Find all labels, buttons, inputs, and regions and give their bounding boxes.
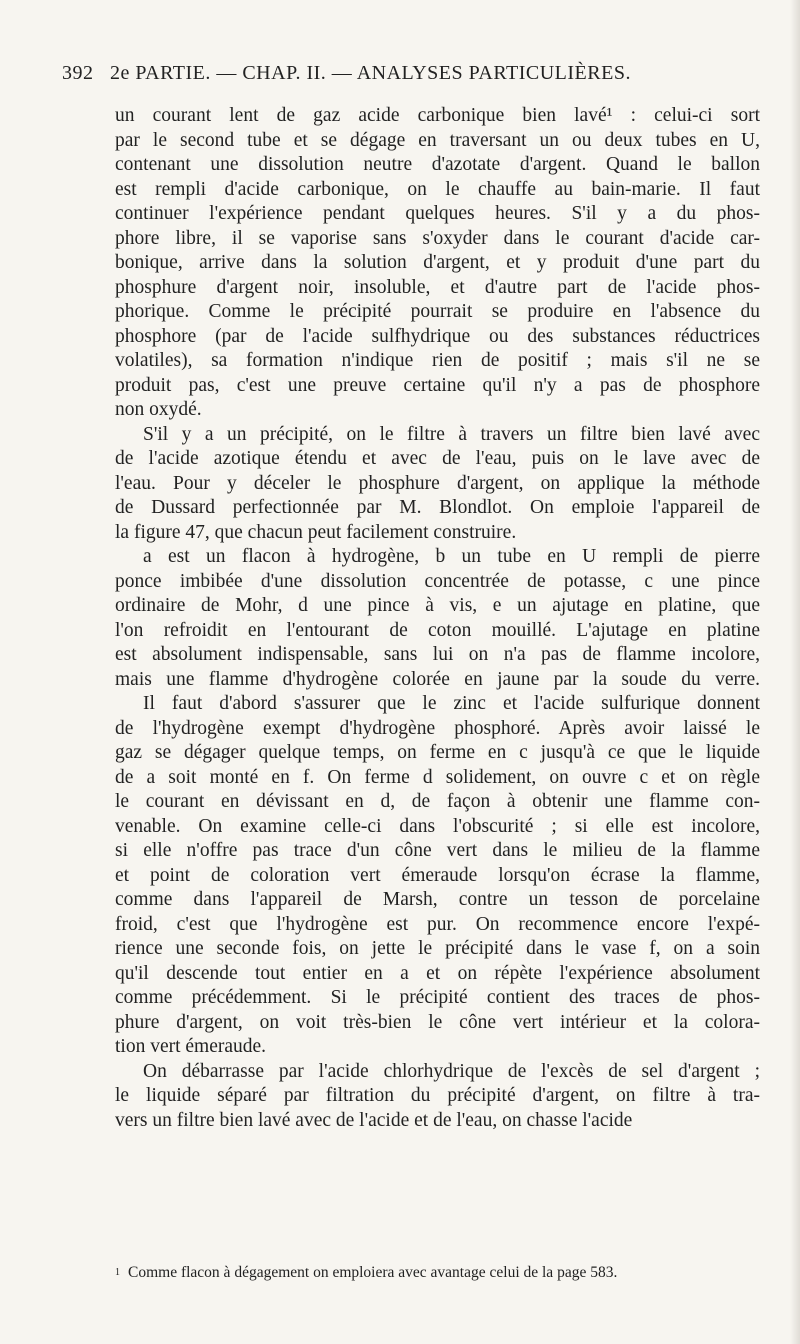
text-line: l'eau. Pour y déceler le phosphure d'argent, on applique la méthode <box>115 472 760 494</box>
text-line: gaz se dégager quelque temps, on ferme en c jusqu'à ce que le liquide <box>115 742 760 763</box>
text-line: le liquide séparé par filtration du précipité d'argent, on filtre à tra- <box>115 1085 760 1106</box>
text-line: bonique, arrive dans la solution d'argent, et y produit d'une part du <box>115 252 760 273</box>
text-line: un courant lent de gaz acide carbonique bien lavé¹ : celui-ci sort <box>115 105 760 126</box>
text-line: rience une seconde fois, on jette le précipité dans le vase f, on a soin <box>115 938 760 959</box>
text-line: contenant une dissolution neutre d'azotate d'argent. Quand le ballon <box>115 154 760 175</box>
text-line: phure d'argent, on voit très-bien le cône vert intérieur et la colora- <box>115 1011 760 1033</box>
text-line: phosphure d'argent noir, insoluble, et d'autre part de l'acide phos- <box>115 276 760 298</box>
text-line: est rempli d'acide carbonique, on le chauffe au bain-marie. Il faut <box>115 178 760 200</box>
text-line: a est un flacon à hydrogène, b un tube en U rempli de pierre <box>143 546 760 567</box>
text-line: phore libre, il se vaporise sans s'oxyder dans le courant d'acide car- <box>115 227 760 249</box>
text-line: mais une flamme d'hydrogène colorée en jaune par la soude du verre. <box>115 668 760 690</box>
running-head <box>62 62 752 92</box>
chapter-heading: 2e PARTIE. — CHAP. II. — ANALYSES PARTICULIÈRES. <box>110 62 631 84</box>
text-line: produit pas, c'est une preuve certaine qu'il n'y a pas de phosphore <box>115 374 760 396</box>
text-line: froid, c'est que l'hydrogène est pur. On recommence encore l'expé- <box>115 913 760 935</box>
body-text <box>115 104 760 1133</box>
text-line: le courant en dévissant en d, de façon à obtenir une flamme con- <box>115 791 760 812</box>
text-line: par le second tube et se dégage en traversant un ou deux tubes en U, <box>115 129 760 151</box>
text-line: S'il y a un précipité, on le filtre à travers un filtre bien lavé avec <box>143 423 760 445</box>
text-line: est absolument indispensable, sans lui on n'a pas de flamme incolore, <box>115 644 760 665</box>
text-line: Il faut d'abord s'assurer que le zinc et l'acide sulfurique donnent <box>143 693 760 714</box>
text-line: comme dans l'appareil de Marsh, contre un tesson de porcelaine <box>115 889 760 910</box>
page-edge-shadow <box>790 0 800 1344</box>
text-line: continuer l'expérience pendant quelques heures. S'il y a du phos- <box>115 203 760 224</box>
text-line: On débarrasse par l'acide chlorhydrique de l'excès de sel d'argent ; <box>143 1060 760 1082</box>
text-line: comme précédemment. Si le précipité contient des traces de phos- <box>115 987 760 1008</box>
text-line: l'on refroidit en l'entourant de coton mouillé. L'ajutage en platine <box>115 619 760 641</box>
text-line: et point de coloration vert émeraude lorsqu'on écrase la flamme, <box>115 864 760 886</box>
footnote-text: Comme flacon à dégagement on emploiera avec avantage celui de la page 583. <box>128 1264 618 1281</box>
text-line: phorique. Comme le précipité pourrait se produire en l'absence du <box>115 301 760 322</box>
text-line: venable. On examine celle-ci dans l'obscurité ; si elle est incolore, <box>115 815 760 837</box>
text-line: qu'il descende tout entier en a et on répète l'expérience absolument <box>115 962 760 984</box>
text-line: non oxydé. <box>115 399 202 420</box>
text-line: vers un filtre bien lavé avec de l'acide et de l'eau, on chasse l'acide <box>115 1109 633 1131</box>
text-line: ponce imbibée d'une dissolution concentrée de potasse, c une pince <box>115 570 760 592</box>
text-line: de Dussard perfectionnée par M. Blondlot. On emploie l'appareil de <box>115 497 760 518</box>
footnote <box>115 1263 765 1283</box>
text-line: la figure 47, que chacun peut facilement construire. <box>115 521 517 543</box>
footnote-marker: 1 <box>115 1267 120 1278</box>
text-line: ordinaire de Mohr, d une pince à vis, e un ajutage en platine, que <box>115 595 760 616</box>
text-line: volatiles), sa formation n'indique rien de positif ; mais s'il ne se <box>115 350 760 371</box>
page-number: 392 <box>62 62 94 84</box>
text-line: si elle n'offre pas trace d'un cône vert dans le milieu de la flamme <box>115 840 760 861</box>
text-line: phosphore (par de l'acide sulfhydrique ou des substances réductrices <box>115 325 760 347</box>
text-line: de l'hydrogène exempt d'hydrogène phosphoré. Après avoir laissé le <box>115 717 760 739</box>
text-line: tion vert émeraude. <box>115 1036 267 1057</box>
text-line: de a soit monté en f. On ferme d solidement, on ouvre c et on règle <box>115 766 760 788</box>
text-line: de l'acide azotique étendu et avec de l'eau, puis on le lave avec de <box>115 448 760 469</box>
